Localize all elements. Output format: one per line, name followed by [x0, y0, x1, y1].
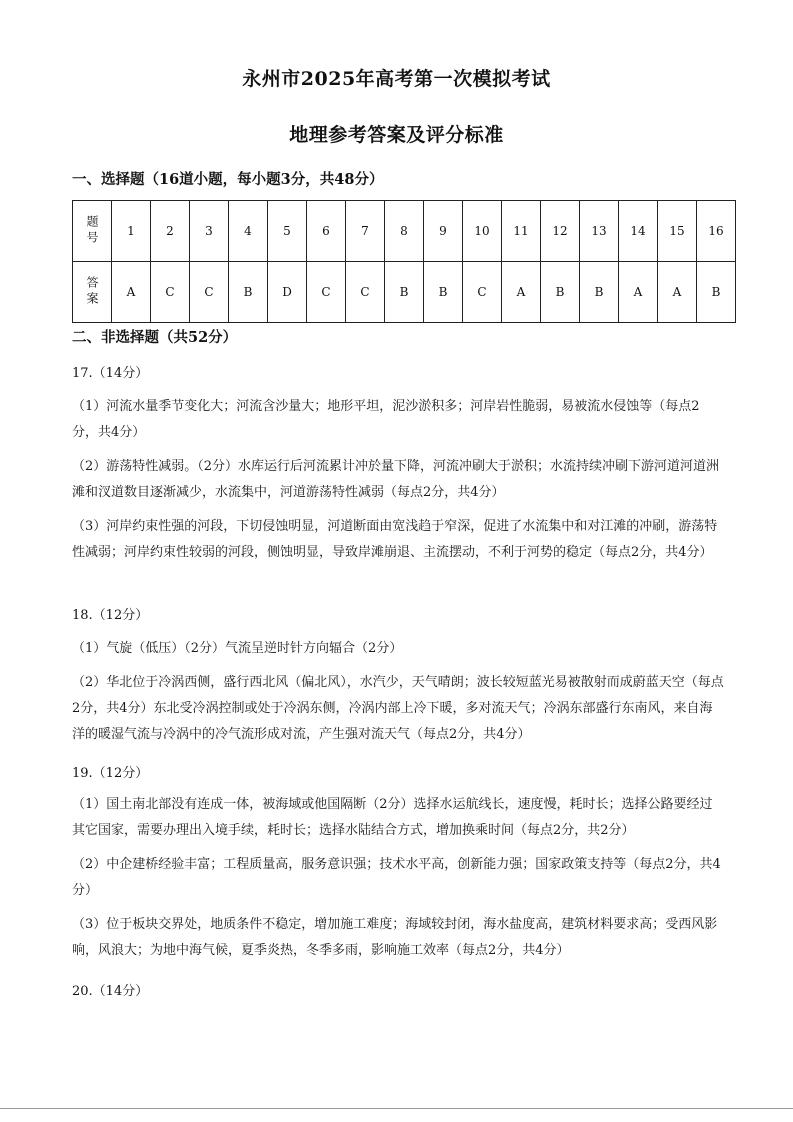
number-cell: 1 [112, 201, 151, 262]
q17-part3: （3）河岸约束性强的河段，下切侵蚀明显，河道断面由宽浅趋于窄深，促进了水流集中和对江滩的冲刷，游荡特性减弱；河岸约束性较弱的河段，侧蚀明显，导致岸滩崩退、主流摆动，不利于河势的稳定（每点2分，共4分） [72, 519, 718, 560]
q20-label: 20.（14分） [72, 984, 149, 999]
number-cell: 10 [463, 201, 502, 262]
exam-title: 永州市2025年高考第一次模拟考试 [242, 68, 551, 90]
number-cell: 8 [385, 201, 424, 262]
page-bottom-rule [0, 1108, 793, 1109]
answer-cell: C [151, 262, 190, 323]
answer-cell: B [541, 262, 580, 323]
answer-cell: C [190, 262, 229, 323]
q19-part3: （3）位于板块交界处，地质条件不稳定，增加施工难度；海域较封闭，海水盐度高，建筑材料要求高；受西风影响，风浪大；为地中海气候，夏季炎热，冬季多雨，影响施工效率（每点2分，共4分） [72, 917, 718, 958]
answer-cell: D [268, 262, 307, 323]
section2-heading: 二、非选择题（共52分） [72, 329, 238, 346]
q17-part2: （2）游荡特性减弱。（2分）水库运行后河流累计冲於量下降，河流冲刷大于淤积；水流持续冲刷下游河道河道洲滩和汊道数目逐渐减少，水流集中，河道游荡特性减弱（每点2分，共4分） [72, 459, 720, 500]
answer-cell: B [424, 262, 463, 323]
number-cell: 9 [424, 201, 463, 262]
exam-subtitle: 地理参考答案及评分标准 [289, 124, 504, 146]
answer-cell: B [229, 262, 268, 323]
number-cell: 2 [151, 201, 190, 262]
answer-row-label: 答案 [73, 262, 112, 323]
number-cell: 15 [658, 201, 697, 262]
number-row [73, 201, 736, 262]
q19-part2: （2）中企建桥经验丰富；工程质量高，服务意识强；技术水平高，创新能力强；国家政策支持等（每点2分，共4分） [72, 857, 721, 898]
q19-label: 19.（12分） [72, 766, 149, 781]
q19-part1: （1）国土南北部没有连成一体，被海域或他国隔断（2分）选择水运航线长，速度慢，耗时长；选择公路要经过其它国家，需要办理出入境手续，耗时长；选择水陆结合方式，增加换乘时间（每点2分，共2分） [72, 797, 713, 838]
answer-row [73, 262, 736, 323]
answer-cell: A [619, 262, 658, 323]
number-cell: 6 [307, 201, 346, 262]
q17-label: 17.（14分） [72, 366, 149, 381]
q18-part2: （2）华北位于冷涡西侧，盛行西北风（偏北风），水汽少，天气晴朗；波长较短蓝光易被散射而成蔚蓝天空（每点2分，共4分）东北受冷涡控制或处于冷涡东侧，冷涡内部上冷下暖，多对流天气；冷涡东部盛行东南风，来自海洋的暖湿气流与冷涡中的冷气流形成对流，产生强对流天气（每点2分，共4分） [72, 675, 724, 742]
q18-part1: （1）气旋（低压）（2分）气流呈逆时针方向辐合（2分） [72, 641, 403, 656]
answer-cell: B [385, 262, 424, 323]
answer-cell: A [112, 262, 151, 323]
number-cell: 5 [268, 201, 307, 262]
number-cell: 11 [502, 201, 541, 262]
q18-label: 18.（12分） [72, 608, 149, 623]
answer-cell: C [307, 262, 346, 323]
number-cell: 7 [346, 201, 385, 262]
number-cell: 13 [580, 201, 619, 262]
answer-table [72, 200, 736, 323]
number-cell: 4 [229, 201, 268, 262]
answer-cell: B [697, 262, 736, 323]
answer-cell: C [463, 262, 502, 323]
answer-cell: A [658, 262, 697, 323]
number-cell: 3 [190, 201, 229, 262]
number-row-label: 题号 [73, 201, 112, 262]
answer-cell: B [580, 262, 619, 323]
answer-cell: C [346, 262, 385, 323]
number-cell: 12 [541, 201, 580, 262]
answer-cell: A [502, 262, 541, 323]
q17-part1: （1）河流水量季节变化大；河流含沙量大；地形平坦，泥沙淤积多；河岸岩性脆弱，易被流水侵蚀等（每点2分，共4分） [72, 399, 700, 440]
section1-heading: 一、选择题（16道小题，每小题3分，共48分） [72, 171, 384, 188]
number-cell: 14 [619, 201, 658, 262]
number-cell: 16 [697, 201, 736, 262]
